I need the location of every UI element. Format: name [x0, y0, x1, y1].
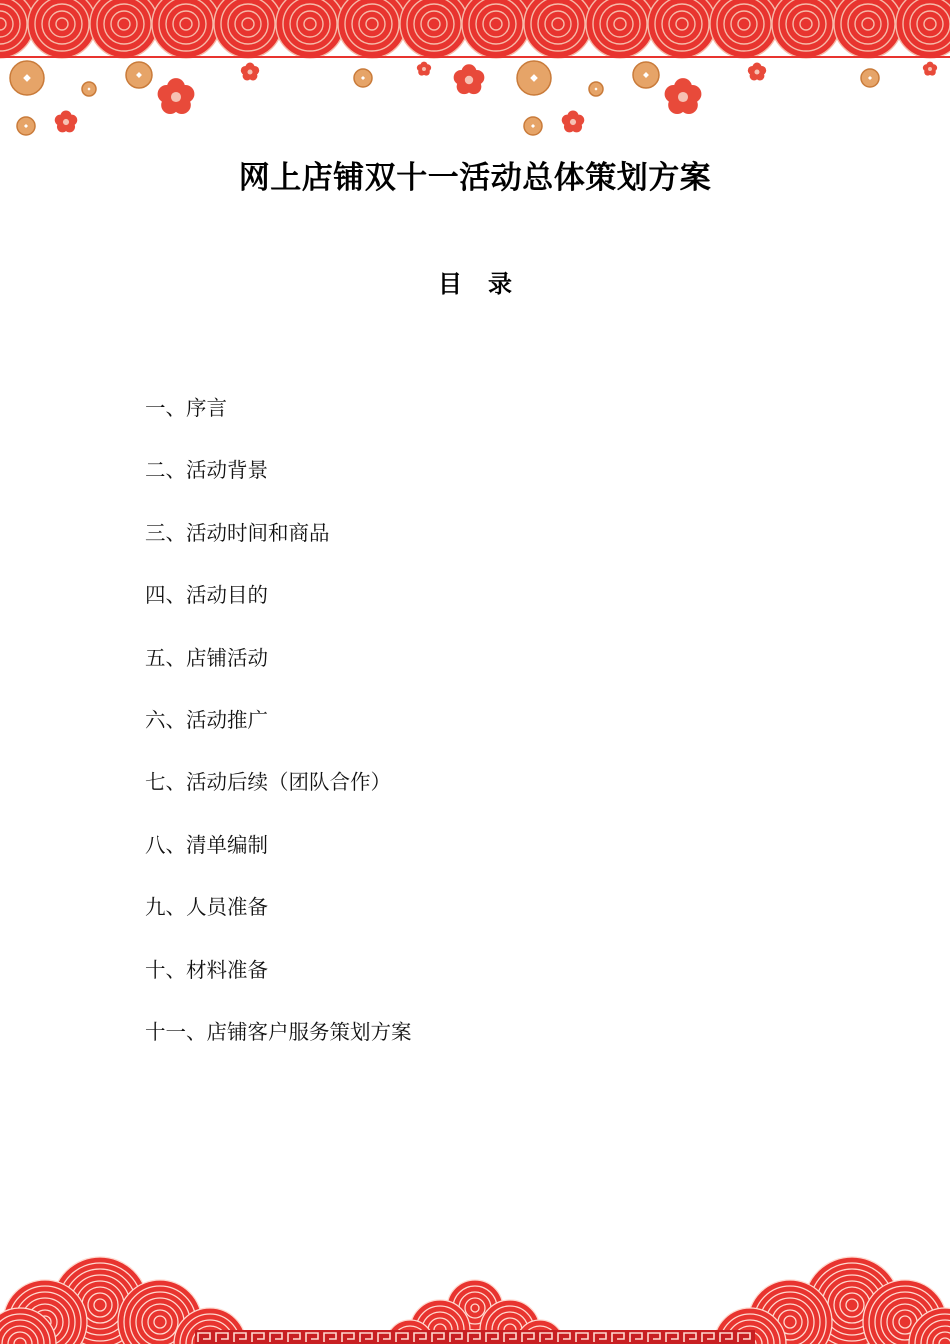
fret-pattern-icon [195, 1330, 755, 1344]
toc-item[interactable]: 八、清单编制 [145, 832, 268, 857]
document-title: 网上店铺双十一活动总体策划方案 [238, 160, 712, 196]
plum-blossom-icon [55, 62, 937, 133]
toc-item[interactable]: 四、活动目的 [145, 583, 268, 608]
toc-item[interactable]: 二、活动背景 [145, 458, 268, 483]
toc-item[interactable]: 五、店铺活动 [145, 645, 268, 670]
toc-item[interactable]: 三、活动时间和商品 [145, 520, 330, 545]
toc-heading: 目录 [438, 270, 538, 298]
top-decoration [0, 0, 950, 145]
toc-item[interactable]: 六、活动推广 [145, 707, 268, 732]
toc-item[interactable]: 七、活动后续（团队合作） [145, 770, 391, 795]
toc-item[interactable]: 一、序言 [145, 396, 227, 420]
bottom-decoration [0, 1250, 950, 1344]
toc-item[interactable]: 十、材料准备 [145, 957, 268, 982]
scallop-arch-border-icon [0, 0, 950, 58]
table-of-contents [145, 391, 412, 1077]
toc-item[interactable]: 九、人员准备 [145, 895, 268, 920]
toc-item[interactable]: 十一、店铺客户服务策划方案 [145, 1019, 412, 1044]
